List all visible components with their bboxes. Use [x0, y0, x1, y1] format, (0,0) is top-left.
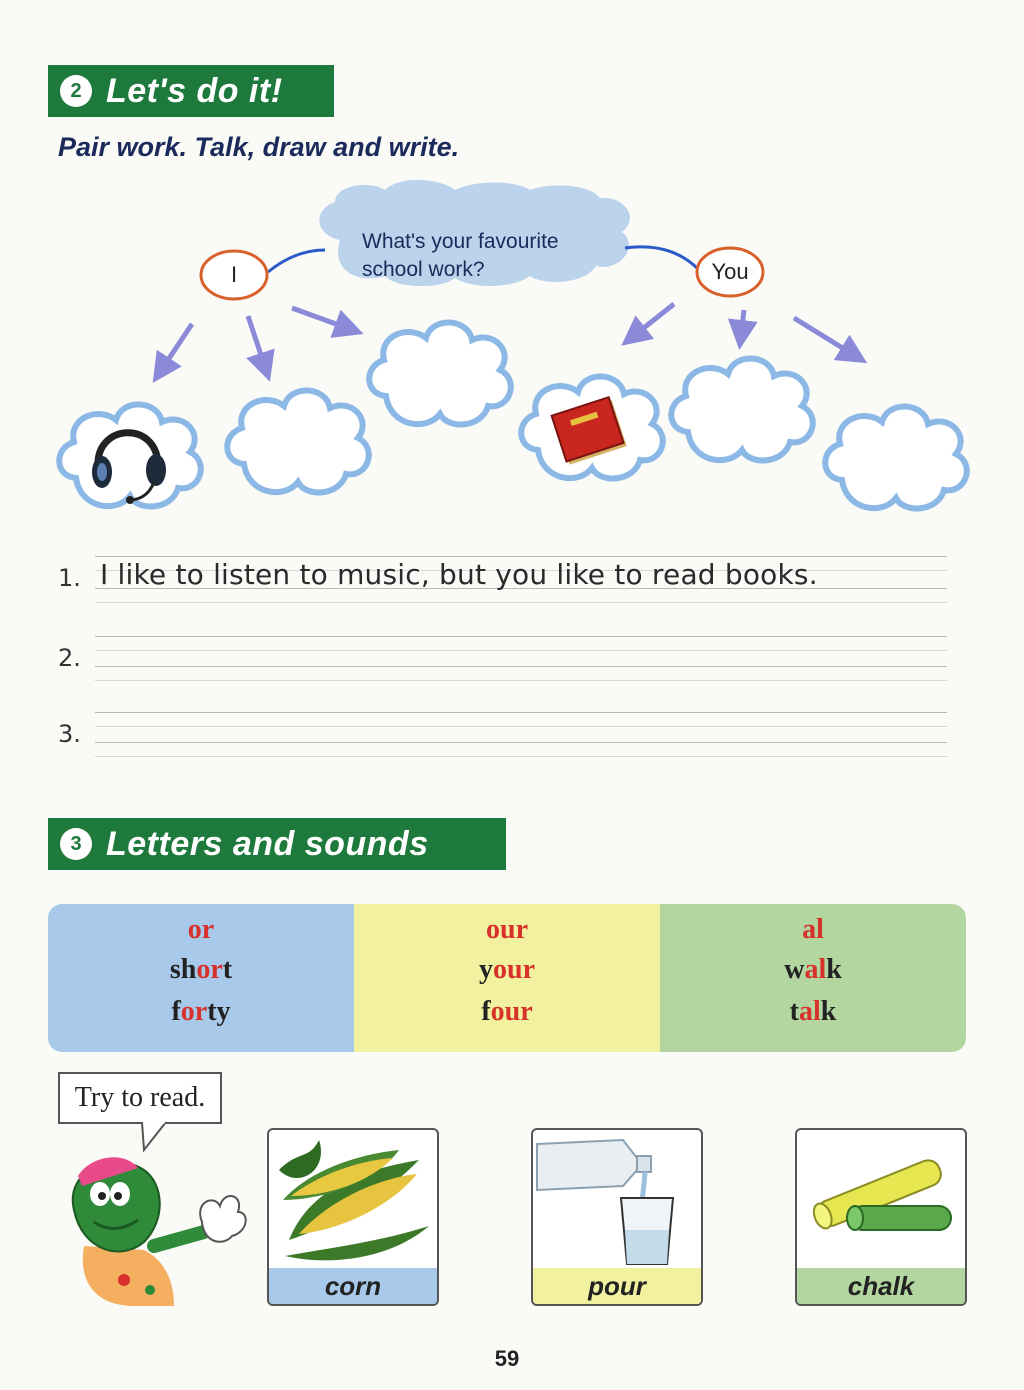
line-number-3: 3. [58, 720, 81, 748]
picture-card-corn [267, 1128, 439, 1306]
section-2-number: 2 [60, 75, 92, 107]
question-line-1: What's your favourite [362, 230, 559, 253]
phonics-column-al [660, 904, 966, 1052]
answer-line-3[interactable] [100, 712, 946, 756]
phonics-word: talk [789, 996, 837, 1027]
cloud-left-3 [369, 322, 511, 424]
answer-line-1: I like to listen to music, but you like to read books. [100, 558, 818, 591]
chalk-icon [797, 1130, 965, 1268]
picture-card-chalk [795, 1128, 967, 1306]
phonics-column-or [48, 904, 354, 1052]
cloud-right-3 [825, 406, 967, 508]
phonics-word: short [169, 954, 233, 985]
speech-bubble-tail [138, 1120, 178, 1154]
speech-bubble: Try to read. [58, 1072, 222, 1124]
section-3-header [48, 818, 506, 870]
phonics-word: four [481, 996, 533, 1027]
section-3-title: Letters and sounds [106, 824, 429, 863]
question-line-2: school work? [362, 258, 485, 281]
phonics-heading: al [802, 914, 824, 945]
answer-line-2[interactable] [100, 636, 946, 680]
card-label-pour: pour [533, 1268, 701, 1304]
mascot-character [54, 1150, 250, 1306]
section-2-header [48, 65, 334, 117]
section-3-number: 3 [60, 828, 92, 860]
cloud-left-1 [59, 404, 201, 506]
phonics-heading: or [187, 914, 215, 945]
phonics-column-our [354, 904, 660, 1052]
cloud-left-2 [227, 390, 369, 492]
phonics-word: your [479, 954, 535, 985]
person-i-label: I [230, 262, 238, 287]
line-number-1: 1. [58, 564, 81, 592]
pouring-water-icon [533, 1130, 701, 1268]
phonics-word: forty [171, 996, 231, 1027]
picture-card-pour [531, 1128, 703, 1306]
cloud-right-2 [671, 358, 813, 460]
phonics-heading: our [486, 914, 528, 945]
card-label-chalk: chalk [797, 1268, 965, 1304]
line-number-2: 2. [58, 644, 81, 672]
card-label-corn: corn [269, 1268, 437, 1304]
corn-icon [269, 1130, 437, 1268]
phonics-word: walk [784, 954, 842, 985]
page-number: 59 [494, 1346, 520, 1371]
person-you-label: You [711, 259, 749, 284]
section-2-instruction: Pair work. Talk, draw and write. [58, 132, 460, 162]
section-2-title: Let's do it! [106, 71, 283, 110]
phonics-table [48, 904, 966, 1052]
